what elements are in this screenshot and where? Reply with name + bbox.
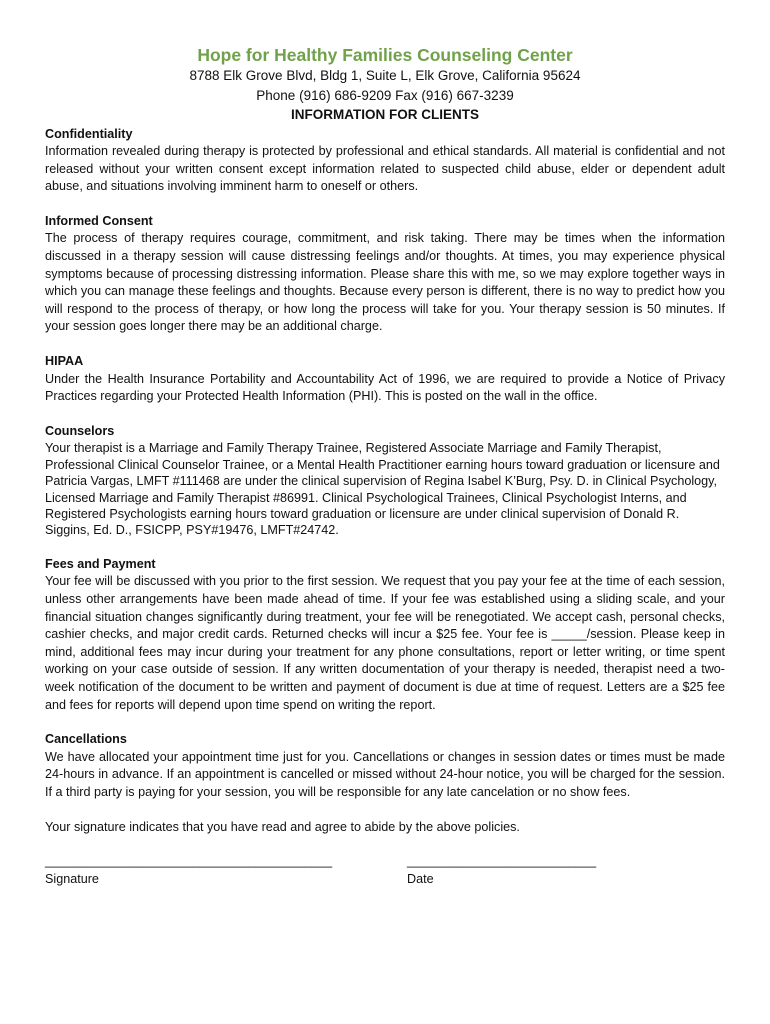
section-heading: Fees and Payment (45, 556, 156, 571)
org-name: Hope for Healthy Families Counseling Center (197, 45, 573, 65)
document-page (45, 44, 725, 893)
section-confidentiality (45, 126, 725, 196)
section-hipaa (45, 353, 725, 406)
section-counselors (45, 423, 725, 539)
section-informed-consent (45, 213, 725, 336)
section-heading: Informed Consent (45, 213, 153, 228)
section-heading: Counselors (45, 423, 115, 438)
section-heading: Cancellations (45, 732, 127, 747)
document-title: INFORMATION FOR CLIENTS (291, 107, 479, 122)
date-label: Date (407, 871, 434, 886)
section-body: Your therapist is a Marriage and Family Therapy Trainee, Registered Associate Marriage and Family Therapist, Professional Clinical Counselor Trainee, or a Mental Health Practitioner earning hours toward graduation or licensure and Patricia Vargas, LMFT #111468 are under the clinical supervision of Regina Isabel K’Burg, Psy. D. in Clinical Psychology, Licensed Marriage and Family Therapist #86991. Clinical Psychological Trainees, Clinical Psychologist Interns, and Registered Psychologists earning hours toward graduation or licensure are under clinical supervision of Donald R. Siggins, Ed. D., FSICPP, PSY#19476, LMFT#24742. (45, 441, 720, 538)
signature-block[interactable] (45, 853, 332, 888)
signature-label: Signature (45, 871, 99, 886)
section-body: Information revealed during therapy is protected by professional and ethical standards. All material is confidential and not released without your written consent except information related to suspected child abuse, elder or dependent adult abuse, and situations involving imminent harm to oneself or others. (45, 144, 725, 194)
signature-line[interactable]: _________________________________________ (45, 854, 333, 869)
section-body: The process of therapy requires courage, commitment, and risk taking. There may be times when the information discussed in a therapy session will cause distressing feelings and/or thoughts. At times, you may experience physical symptoms because of processing distressing information. Please share this with me, so we may explore together ways in which you can manage these feelings and thoughts. Because every person is different, there is no way to predict how you will respond to the process of therapy, or how long the process will take for you. Your therapy session is 50 minutes. If your session goes longer there may be an additional charge. (45, 231, 725, 334)
section-body: We have allocated your appointment time just for you. Cancellations or changes in session dates or times must be made 24-hours in advance. If an appointment is cancelled or missed without 24-hour notice, you will be charged for the session. If a third party is paying for your session, you will be responsible for any late cancelation or no show fees. (45, 749, 725, 799)
date-block[interactable] (407, 853, 596, 888)
date-line[interactable]: ___________________________ (407, 854, 597, 869)
section-heading: Confidentiality (45, 126, 133, 141)
section-fees (45, 556, 725, 714)
org-phone-fax: Phone (916) 686-9209 Fax (916) 667-3239 (256, 87, 514, 103)
section-body: Your fee will be discussed with you prior to the first session. We request that you pay your fee at the time of each session, unless other arrangements have been made ahead of time. If your fee was established using a sliding scale, and your financial situation changes significantly during treatment, your fee will be renegotiated. We accept cash, personal checks, cashier checks, and major credit cards. Returned checks will incur a $25 fee. Your fee is _____/session. Please keep in mind, additional fees may incur during your treatment for any phone consultations, report or letter writing, or time spent working on your case outside of session. If any written documentation of your therapy is needed, therapist need a two-week notification of the document to be written and payment of document is due at time of request. Letters are a $25 fee and fees for reports will depend upon time spend on writing the report. (45, 574, 725, 712)
section-heading: HIPAA (45, 354, 84, 369)
closing-statement: Your signature indicates that you have read and agree to abide by the above policies. (45, 819, 520, 834)
org-address: 8788 Elk Grove Blvd, Bldg 1, Suite L, Elk Grove, California 95624 (189, 68, 581, 83)
section-body: Under the Health Insurance Portability and Accountability Act of 1996, we are required to provide a Notice of Privacy Practices regarding your Protected Health Information (PHI). This is posted on the wall in the office. (45, 371, 725, 404)
section-cancellations (45, 731, 725, 801)
signature-row (45, 853, 725, 893)
